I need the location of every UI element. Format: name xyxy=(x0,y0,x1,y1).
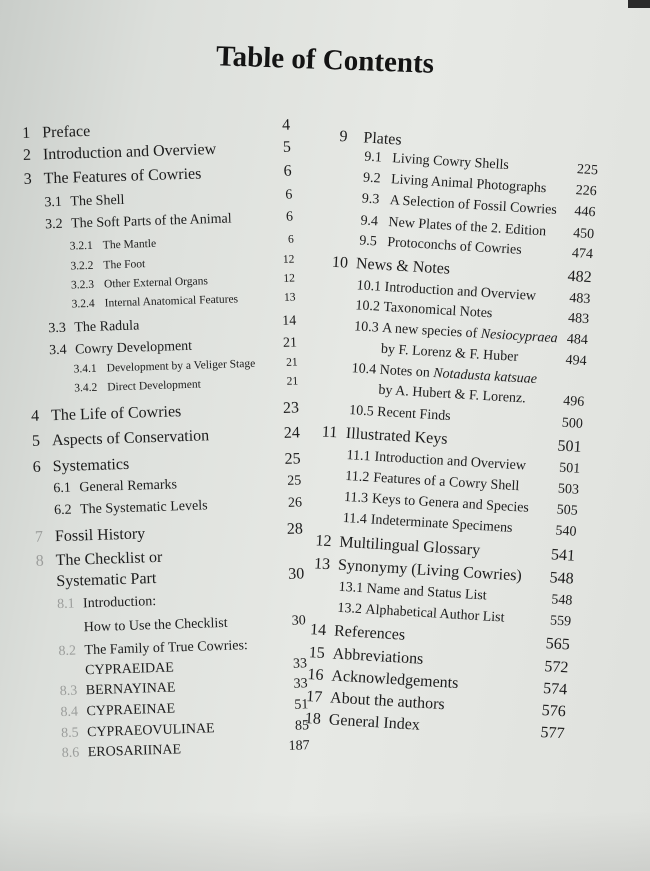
toc-entry-page: 23 xyxy=(282,399,300,417)
toc-entry xyxy=(34,520,317,546)
toc-entry-page: 577 xyxy=(540,723,565,743)
toc-entry-number: 17 xyxy=(305,688,323,706)
toc-entry-page: 187 xyxy=(288,738,310,754)
toc-entry-page: 446 xyxy=(574,204,596,221)
toc-entry-title: Illustrated Keys xyxy=(345,424,448,448)
toc-entry-page: 12 xyxy=(283,272,296,285)
toc-entry-number: 3.4 xyxy=(48,342,67,359)
toc-entry-title: Keys to Genera and Species xyxy=(371,491,530,516)
toc-entry-page: 503 xyxy=(557,481,580,498)
toc-entry-number: 6 xyxy=(32,458,42,476)
toc-entry-page: 5 xyxy=(282,138,292,156)
toc-entry-title: Indeterminate Specimens xyxy=(370,512,513,536)
toc-entry-page: 6 xyxy=(283,162,292,180)
toc-entry-number: 13.1 xyxy=(338,579,364,597)
toc-entry-title: Living Animal Photographs xyxy=(390,172,547,197)
toc-entry-number: 3.2 xyxy=(44,216,63,233)
toc-entry-page: 565 xyxy=(545,635,571,654)
species-name: Nesiocypraea xyxy=(480,326,559,347)
toc-entry-title: BERNAYINAE xyxy=(85,680,176,699)
toc-entry-title: The Checklist or xyxy=(55,548,163,570)
toc-entry-page: 4 xyxy=(281,116,291,134)
toc-entry-title: EROSARIINAE xyxy=(87,742,182,761)
toc-entry-number: 3.1 xyxy=(44,194,63,211)
toc-entry-title: Living Cowry Shells xyxy=(391,151,510,174)
page-title: Table of Contents xyxy=(215,40,435,80)
toc-entry-number: 10 xyxy=(331,253,349,272)
toc-entry-title: The Foot xyxy=(103,258,146,272)
toc-entry-page: 484 xyxy=(566,331,589,349)
toc-entry-page: 500 xyxy=(561,415,584,432)
toc-entry-page: 85 xyxy=(294,718,310,734)
toc-entry-page: 574 xyxy=(542,680,568,699)
toc-entry-page: 494 xyxy=(565,352,588,370)
toc-entry-title: How to Use the Checklist xyxy=(83,615,228,636)
toc-entry xyxy=(30,356,312,376)
toc-entry-page: 6 xyxy=(285,187,293,203)
toc-entry-number: 11.1 xyxy=(346,447,371,465)
toc-entry-number: 12 xyxy=(314,532,332,551)
toc-entry-number: 10.2 xyxy=(355,298,381,315)
toc-entry-title: Introduction: xyxy=(82,594,157,612)
toc-entry-page: 25 xyxy=(287,473,302,489)
toc-right-column xyxy=(304,128,600,743)
toc-entry-number: 3.4.2 xyxy=(74,381,98,395)
toc-entry-number: 6.2 xyxy=(53,502,72,519)
toc-entry-title: Name and Status List xyxy=(366,581,488,604)
toc-entry-title: The Features of Cowries xyxy=(43,165,202,188)
toc-entry-page: 540 xyxy=(555,523,577,540)
toc-entry-title: by A. Hubert & F. Lorenz. xyxy=(378,382,527,407)
toc-entry-title: Protoconchs of Cowries xyxy=(386,235,523,258)
toc-entry-number: 3.2.2 xyxy=(70,259,94,273)
toc-entry xyxy=(26,233,308,253)
toc-entry-page: 12 xyxy=(282,253,295,266)
toc-entry-page: 25 xyxy=(284,450,301,468)
toc-entry-page: 559 xyxy=(549,613,572,630)
toc-entry-title: Acknowledgements xyxy=(330,667,459,692)
toc-entry-number: 3.2.1 xyxy=(69,239,94,253)
toc-entry-title: Direct Development xyxy=(107,378,201,394)
toc-entry-number: 13.2 xyxy=(337,600,363,618)
toc-entry-title: A new species of Nesiocypraea xyxy=(381,320,559,347)
toc-entry-page: 548 xyxy=(550,592,573,609)
toc-entry xyxy=(29,335,311,359)
toc-entry-title: The Systematic Levels xyxy=(79,498,208,518)
toc-entry-title: Systematics xyxy=(52,455,130,476)
toc-entry-page: 51 xyxy=(294,697,309,713)
toc-entry xyxy=(27,272,309,292)
toc-entry-page: 482 xyxy=(567,267,593,287)
toc-entry-number: 9.4 xyxy=(360,213,379,230)
toc-entry-page: 14 xyxy=(282,313,297,329)
toc-entry-number: 14 xyxy=(309,621,327,640)
toc-entry xyxy=(338,128,600,149)
toc-entry-number: 5 xyxy=(31,432,41,450)
toc-entry-title: The Radula xyxy=(74,318,140,336)
toc-entry-title: CYPRAEOVULINAE xyxy=(86,721,215,741)
toc-entry-number: 3.2.4 xyxy=(71,297,95,311)
toc-entry-number: 9 xyxy=(338,128,348,146)
toc-entry-page: 483 xyxy=(568,290,591,308)
toc-entry xyxy=(28,313,310,337)
toc-entry-title: Features of a Cowry Shell xyxy=(372,470,520,495)
toc-entry-number: 8.5 xyxy=(60,725,79,742)
toc-entry-number: 3.4.1 xyxy=(73,362,97,376)
toc-entry-title: Introduction and Overview xyxy=(374,449,527,474)
toc-entry-number: 10.5 xyxy=(348,403,375,420)
toc-entry-number: 13 xyxy=(313,555,331,574)
toc-entry-page: 30 xyxy=(287,565,305,583)
toc-entry-page: 572 xyxy=(543,658,569,677)
toc-entry-page: 33 xyxy=(292,656,308,672)
toc-entry-page: 33 xyxy=(293,676,308,692)
toc-entry-number: 9.1 xyxy=(363,149,383,166)
toc-entry xyxy=(38,613,320,636)
toc-entry xyxy=(30,375,312,395)
toc-entry-number: 4 xyxy=(30,407,40,425)
toc-entry-title: Abbreviations xyxy=(332,645,424,668)
toc-entry-title: New Plates of the 2. Edition xyxy=(388,215,547,240)
toc-entry-title: Plates xyxy=(362,129,403,149)
toc-entry-title: The Life of Cowries xyxy=(50,403,182,425)
toc-entry-page: 541 xyxy=(550,546,576,565)
toc-entry-title: Preface xyxy=(41,122,91,142)
toc-entry-title: Aspects of Conservation xyxy=(51,427,210,450)
toc-entry-number: 8.1 xyxy=(56,596,75,613)
toc-entry-title: Cowry Development xyxy=(74,338,193,358)
toc-entry-title: Introduction and Overview xyxy=(42,140,217,164)
toc-entry-title: About the authors xyxy=(329,689,446,714)
toc-entry xyxy=(25,209,307,233)
toc-entry-number: 18 xyxy=(304,709,322,728)
toc-entry-number: 8.6 xyxy=(61,745,80,762)
toc-entry-number: 8.4 xyxy=(60,704,79,721)
toc-entry-number: 11.2 xyxy=(344,468,370,486)
toc-entry-number: 11.4 xyxy=(342,510,368,528)
toc-entry-number: 3.2.3 xyxy=(70,278,95,292)
toc-entry-page: 6 xyxy=(287,233,294,246)
toc-entry-title: The Mantle xyxy=(102,237,157,252)
toc-entry-title: CYPRAEINAE xyxy=(86,701,176,720)
toc-entry xyxy=(324,402,584,432)
background-edge xyxy=(628,0,650,8)
toc-entry-title: Internal Anatomical Features xyxy=(104,293,239,310)
toc-entry-page: 6 xyxy=(285,209,294,225)
toc-entry-title: Systematic Part xyxy=(56,570,157,591)
toc-entry-title: General Index xyxy=(328,711,421,734)
toc-entry xyxy=(34,495,316,519)
toc-entry-page: 501 xyxy=(558,460,581,477)
toc-entry-title: by F. Lorenz & F. Huber xyxy=(380,341,519,365)
toc-entry-page: 576 xyxy=(541,702,567,721)
toc-entry-number: 9.5 xyxy=(358,233,378,250)
toc-entry-page: 226 xyxy=(575,183,598,200)
toc-entry-page: 474 xyxy=(571,245,594,263)
toc-entry-number: 6.1 xyxy=(53,480,72,497)
toc-entry-number: 10.4 xyxy=(351,361,377,378)
toc-entry-number: 1 xyxy=(22,124,31,142)
toc-entry-number: 8.3 xyxy=(59,683,78,700)
toc-entry xyxy=(309,621,571,654)
toc-entry-number: 11.3 xyxy=(343,489,369,507)
toc-entry-page: 501 xyxy=(557,437,582,456)
toc-entry-number: 11 xyxy=(321,423,338,442)
toc-entry-title: Notes on Notadusta katsuae xyxy=(379,362,538,388)
toc-entry-page: 505 xyxy=(556,502,579,519)
toc-entry-page: 548 xyxy=(549,569,575,588)
toc-entry xyxy=(27,291,309,311)
toc-entry-number: 10.1 xyxy=(356,278,382,295)
toc-entry-page: 496 xyxy=(562,393,585,410)
toc-entry-page: 21 xyxy=(282,335,298,351)
toc-entry-page: 26 xyxy=(287,495,303,511)
toc-entry-page: 225 xyxy=(576,162,599,179)
toc-entry xyxy=(30,399,313,425)
toc-entry-title: Introduction and Overview xyxy=(384,279,537,304)
toc-entry-title: Alphabetical Author List xyxy=(365,602,505,626)
toc-entry-title: References xyxy=(333,622,406,644)
toc-entry-number: 3.3 xyxy=(48,320,67,337)
toc-entry-number: 16 xyxy=(307,666,325,684)
toc-entry-title: Multilingual Glossary xyxy=(338,533,481,560)
toc-entry-number: 7 xyxy=(34,528,44,546)
toc-entry xyxy=(314,532,576,565)
toc-entry-number: 15 xyxy=(308,644,326,663)
toc-entry xyxy=(26,253,308,273)
toc-entry-title: News & Notes xyxy=(355,255,451,278)
toc-entry-title: The Family of True Cowries: xyxy=(84,638,249,659)
toc-entry-number: 3 xyxy=(23,170,32,188)
toc-entry-page: 21 xyxy=(285,356,298,369)
toc-entry-title: The Shell xyxy=(70,192,125,210)
toc-entry-page: 483 xyxy=(567,310,590,328)
toc-entry-title: Development by a Veliger Stage xyxy=(106,357,256,375)
toc-entry xyxy=(24,187,306,211)
toc-entry-page: 28 xyxy=(286,520,304,538)
toc-entry xyxy=(32,450,314,476)
species-name: Notadusta katsuae xyxy=(432,365,538,388)
toc-entry xyxy=(22,116,304,142)
toc-entry-page: 450 xyxy=(572,226,595,243)
toc-left-column xyxy=(22,116,310,762)
toc-entry-title: CYPRAEIDAE xyxy=(84,660,175,679)
toc-entry-title: A Selection of Fossil Cowries xyxy=(389,193,558,218)
toc-entry xyxy=(42,738,324,762)
toc-entry-page: 24 xyxy=(283,424,301,442)
toc-entry-number: 8 xyxy=(35,552,44,570)
toc-entry xyxy=(31,424,314,450)
toc-entry-title: Synonymy (Living Cowries) xyxy=(337,556,523,585)
toc-entry-page: 13 xyxy=(283,291,296,304)
toc-entry-title: Other External Organs xyxy=(103,275,209,291)
toc-entry-title: Taxonomical Notes xyxy=(382,299,493,322)
toc-entry-number: 9.2 xyxy=(362,170,381,187)
toc-entry-title: General Remarks xyxy=(79,477,178,496)
toc-entry-number: 8.2 xyxy=(58,643,77,660)
toc-entry-title: Recent Finds xyxy=(376,404,452,425)
toc-entry-number: 9.3 xyxy=(361,191,380,208)
toc-entry-title: The Soft Parts of the Animal xyxy=(70,211,232,232)
toc-entry-number: 2 xyxy=(22,146,32,164)
toc-entry-page: 30 xyxy=(291,613,306,629)
toc-entry-title: Fossil History xyxy=(54,525,146,546)
toc-entry-number: 10.3 xyxy=(353,319,380,336)
toc-entry-page: 21 xyxy=(286,375,299,388)
